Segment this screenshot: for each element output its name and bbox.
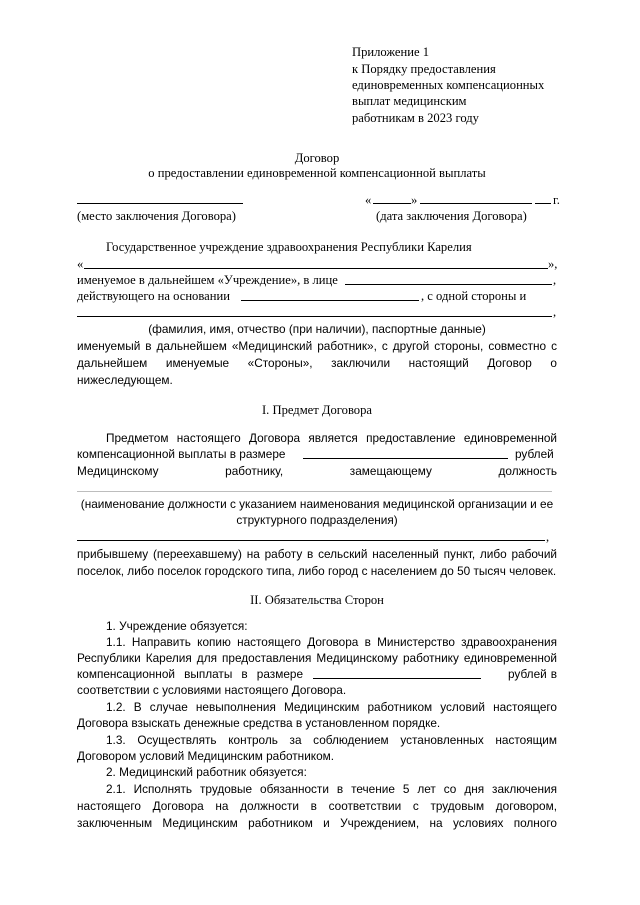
date-label: (дата заключения Договора) [376,209,527,223]
position-note-2: структурного подразделения) [236,513,398,527]
section-1-line-2a: компенсационной выплаты в размере [77,447,286,461]
section-1-line-1: Предметом настоящего Договора является предоставление единовременной [106,431,557,445]
clause-1-3-last: Договором условий Медицинским работником. [77,749,335,763]
clause-1-1-line-2: Республики Карелия для предоставления Медицинскому работнику единовременной [77,651,557,665]
appendix-line-2: к Порядку предоставления [352,62,496,76]
intro-line-1: именуемый в дальнейшем «Медицинский работник», с другой стороны, совместно с [77,339,557,353]
amount-blank-2 [313,678,481,679]
intro-line-2: дальнейшем именуемые «Стороны», заключили настоящий Договор о [77,356,557,370]
clause-1-2-last: Договора взыскать денежные средства в установленном порядке. [77,716,441,730]
section-1-line-5: поселок, либо поселок городского типа, либо город с населением до 50 тысяч человек. [77,564,557,578]
intro-line-3: нижеследующем. [77,373,173,387]
employee-blank [77,316,552,317]
representative-blank [345,284,552,285]
employee-comma: , [553,305,557,319]
org-name-blank [84,268,548,269]
date-month-blank [420,203,532,204]
acting-basis-text: действующего на основании [77,289,230,303]
org-quote-close: », [548,257,558,271]
amount-blank-1 [303,458,508,459]
appendix-line-1: Приложение 1 [352,45,430,59]
appendix-line-5: работникам в 2023 году [352,111,479,125]
document-subtitle: о предоставлении единовременной компенсационной выплаты [148,166,486,180]
clause-1: 1. Учреждение обязуется: [106,619,248,633]
date-quote-open: « [365,193,372,207]
position-note-1: (наименование должности с указанием наименования медицинской организации и ее [80,497,554,511]
org-quote-open: « [77,257,84,271]
position-blank [77,491,552,492]
one-side-text: , с одной стороны и [421,289,527,303]
section-2-heading: II. Обязательства Сторон [250,593,384,607]
fio-label: (фамилия, имя, отчество (при наличии), паспортные данные) [148,322,486,336]
appendix-line-4: выплат медицинским [352,94,467,108]
clause-2-1-line-3: заключенным Медицинским работником и Учреждением, на условиях полного [77,816,557,830]
clause-2-1-line-2: настоящего Договора на должности в соответствии с трудовым договором, [77,799,557,813]
department-comma: , [546,530,550,544]
date-year-suffix: г. [553,193,560,207]
clause-1-1-line-1: 1.1. Направить копию настоящего Договора в Министерство здравоохранения [106,635,557,649]
appendix-line-3: единовременных компенсационных [352,78,545,92]
clause-1-1-amount-a: компенсационной выплаты в размере [77,667,303,681]
section-1-heading: I. Предмет Договора [261,403,372,417]
place-blank [77,203,243,204]
department-blank [77,540,545,541]
clause-1-1-last: соответствии с условиями настоящего Договора. [77,683,347,697]
org-name: Государственное учреждение здравоохранения Республики Карелия [106,240,472,254]
named-as-comma: , [553,273,557,287]
section-1-line-4: прибывшему (переехавшему) на работу в сельский населенный пункт, либо рабочий [77,547,557,561]
date-day-blank [373,203,411,204]
basis-blank [241,300,419,301]
section-1-line-3: Медицинскому работнику, замещающему должность [77,464,557,478]
date-year-blank [535,203,551,204]
date-quote-close: » [411,193,418,207]
clause-2-1-line-1: 2.1. Исполнять трудовые обязанности в течение 5 лет со дня заключения [106,782,557,796]
clause-1-2: 1.2. В случае невыполнения Медицинским работником условий настоящего [106,700,557,714]
section-1-line-2b: рублей [515,447,554,461]
clause-1-3: 1.3. Осуществлять контроль за соблюдением установленных настоящим [106,733,557,747]
clause-1-1-amount-b: рублей в [508,667,557,681]
place-label: (место заключения Договора) [77,209,236,223]
document-title: Договор [294,151,340,165]
clause-2: 2. Медицинский работник обязуется: [106,765,307,779]
named-as-text: именуемое в дальнейшем «Учреждение», в лице [77,273,338,287]
